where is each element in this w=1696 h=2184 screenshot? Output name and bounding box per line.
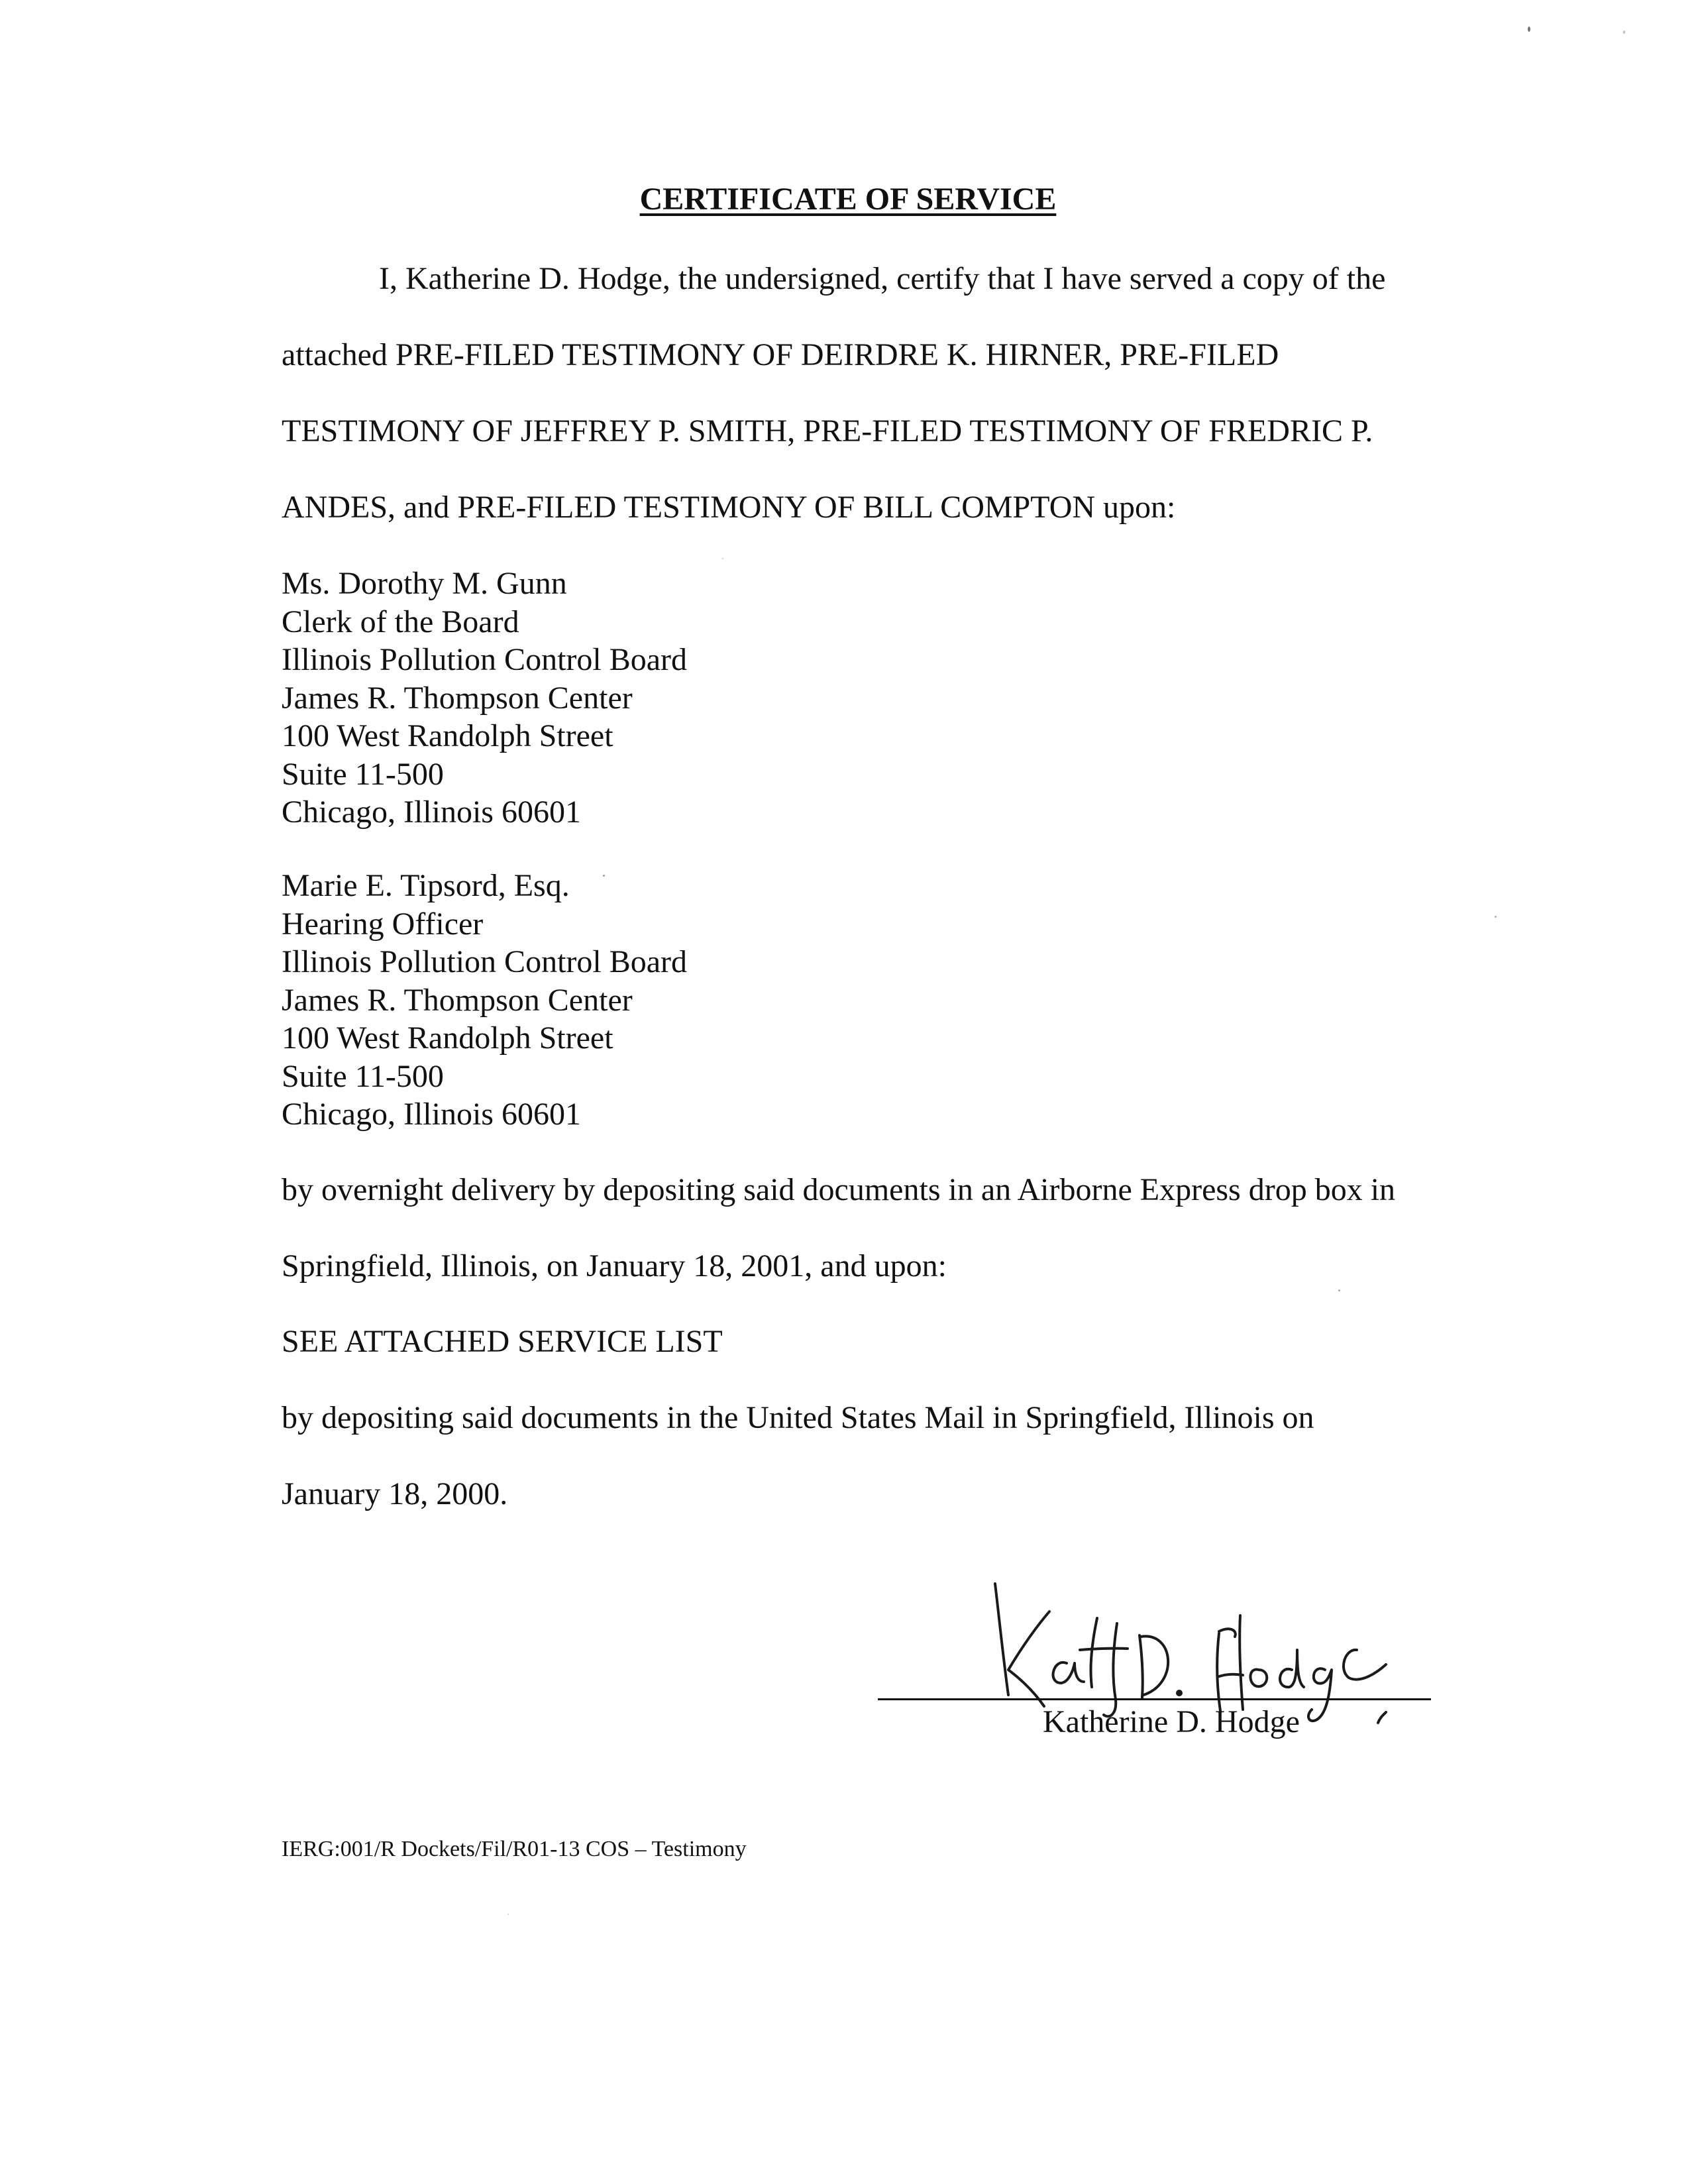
intro-line: ANDES, and PRE-FILED TESTIMONY OF BILL COMPTON upon: [282,490,1176,525]
intro-line: TESTIMONY OF JEFFREY P. SMITH, PRE-FILED TESTIMONY OF FREDRIC P. [282,413,1373,449]
scan-speck [1338,1289,1340,1291]
address-line: Ms. Dorothy M. Gunn [282,566,567,601]
scan-speck [1495,916,1497,918]
document-footer-reference: IERG:001/R Dockets/Fil/R01-13 COS – Testimony [282,1837,747,1861]
address-line: 100 West Randolph Street [282,1020,613,1056]
address-line: Illinois Pollution Control Board [282,642,688,677]
certificate-title: CERTIFICATE OF SERVICE [639,182,1057,217]
address-line: Marie E. Tipsord, Esq. [282,868,570,903]
scan-speck [722,558,723,559]
recipient-address-block [282,867,687,1134]
address-line: Suite 11-500 [282,1058,444,1094]
address-line: James R. Thompson Center [282,982,633,1018]
intro-line: attached PRE-FILED TESTIMONY OF DEIRDRE K. HIRNER, PRE-FILED [282,337,1279,372]
service-list-note: SEE ATTACHED SERVICE LIST [282,1324,723,1359]
address-line: Clerk of the Board [282,604,519,639]
address-line: Illinois Pollution Control Board [282,944,688,979]
recipient-address-block [282,565,687,832]
delivery-line: Springfield, Illinois, on January 18, 2001, and upon: [282,1248,947,1283]
address-line: Suite 11-500 [282,756,444,792]
intro-line: I, Katherine D. Hodge, the undersigned, certify that I have served a copy of the [379,261,1386,296]
address-line: James R. Thompson Center [282,680,633,716]
scan-speck [507,1914,509,1915]
signer-printed-name: Katherine D. Hodge [1043,1704,1300,1739]
mail-line: January 18, 2000. [282,1476,508,1511]
address-line: Chicago, Illinois 60601 [282,794,581,830]
scan-speck [603,875,605,877]
address-line: Hearing Officer [282,906,484,942]
scan-speck [1528,27,1530,32]
address-line: Chicago, Illinois 60601 [282,1097,581,1132]
mail-line: by depositing said documents in the United States Mail in Springfield, Illinois on [282,1400,1314,1435]
delivery-line: by overnight delivery by depositing said documents in an Airborne Express drop box in [282,1172,1396,1207]
scan-speck [1623,30,1625,34]
address-line: 100 West Randolph Street [282,718,613,753]
signature-line [878,1698,1431,1700]
